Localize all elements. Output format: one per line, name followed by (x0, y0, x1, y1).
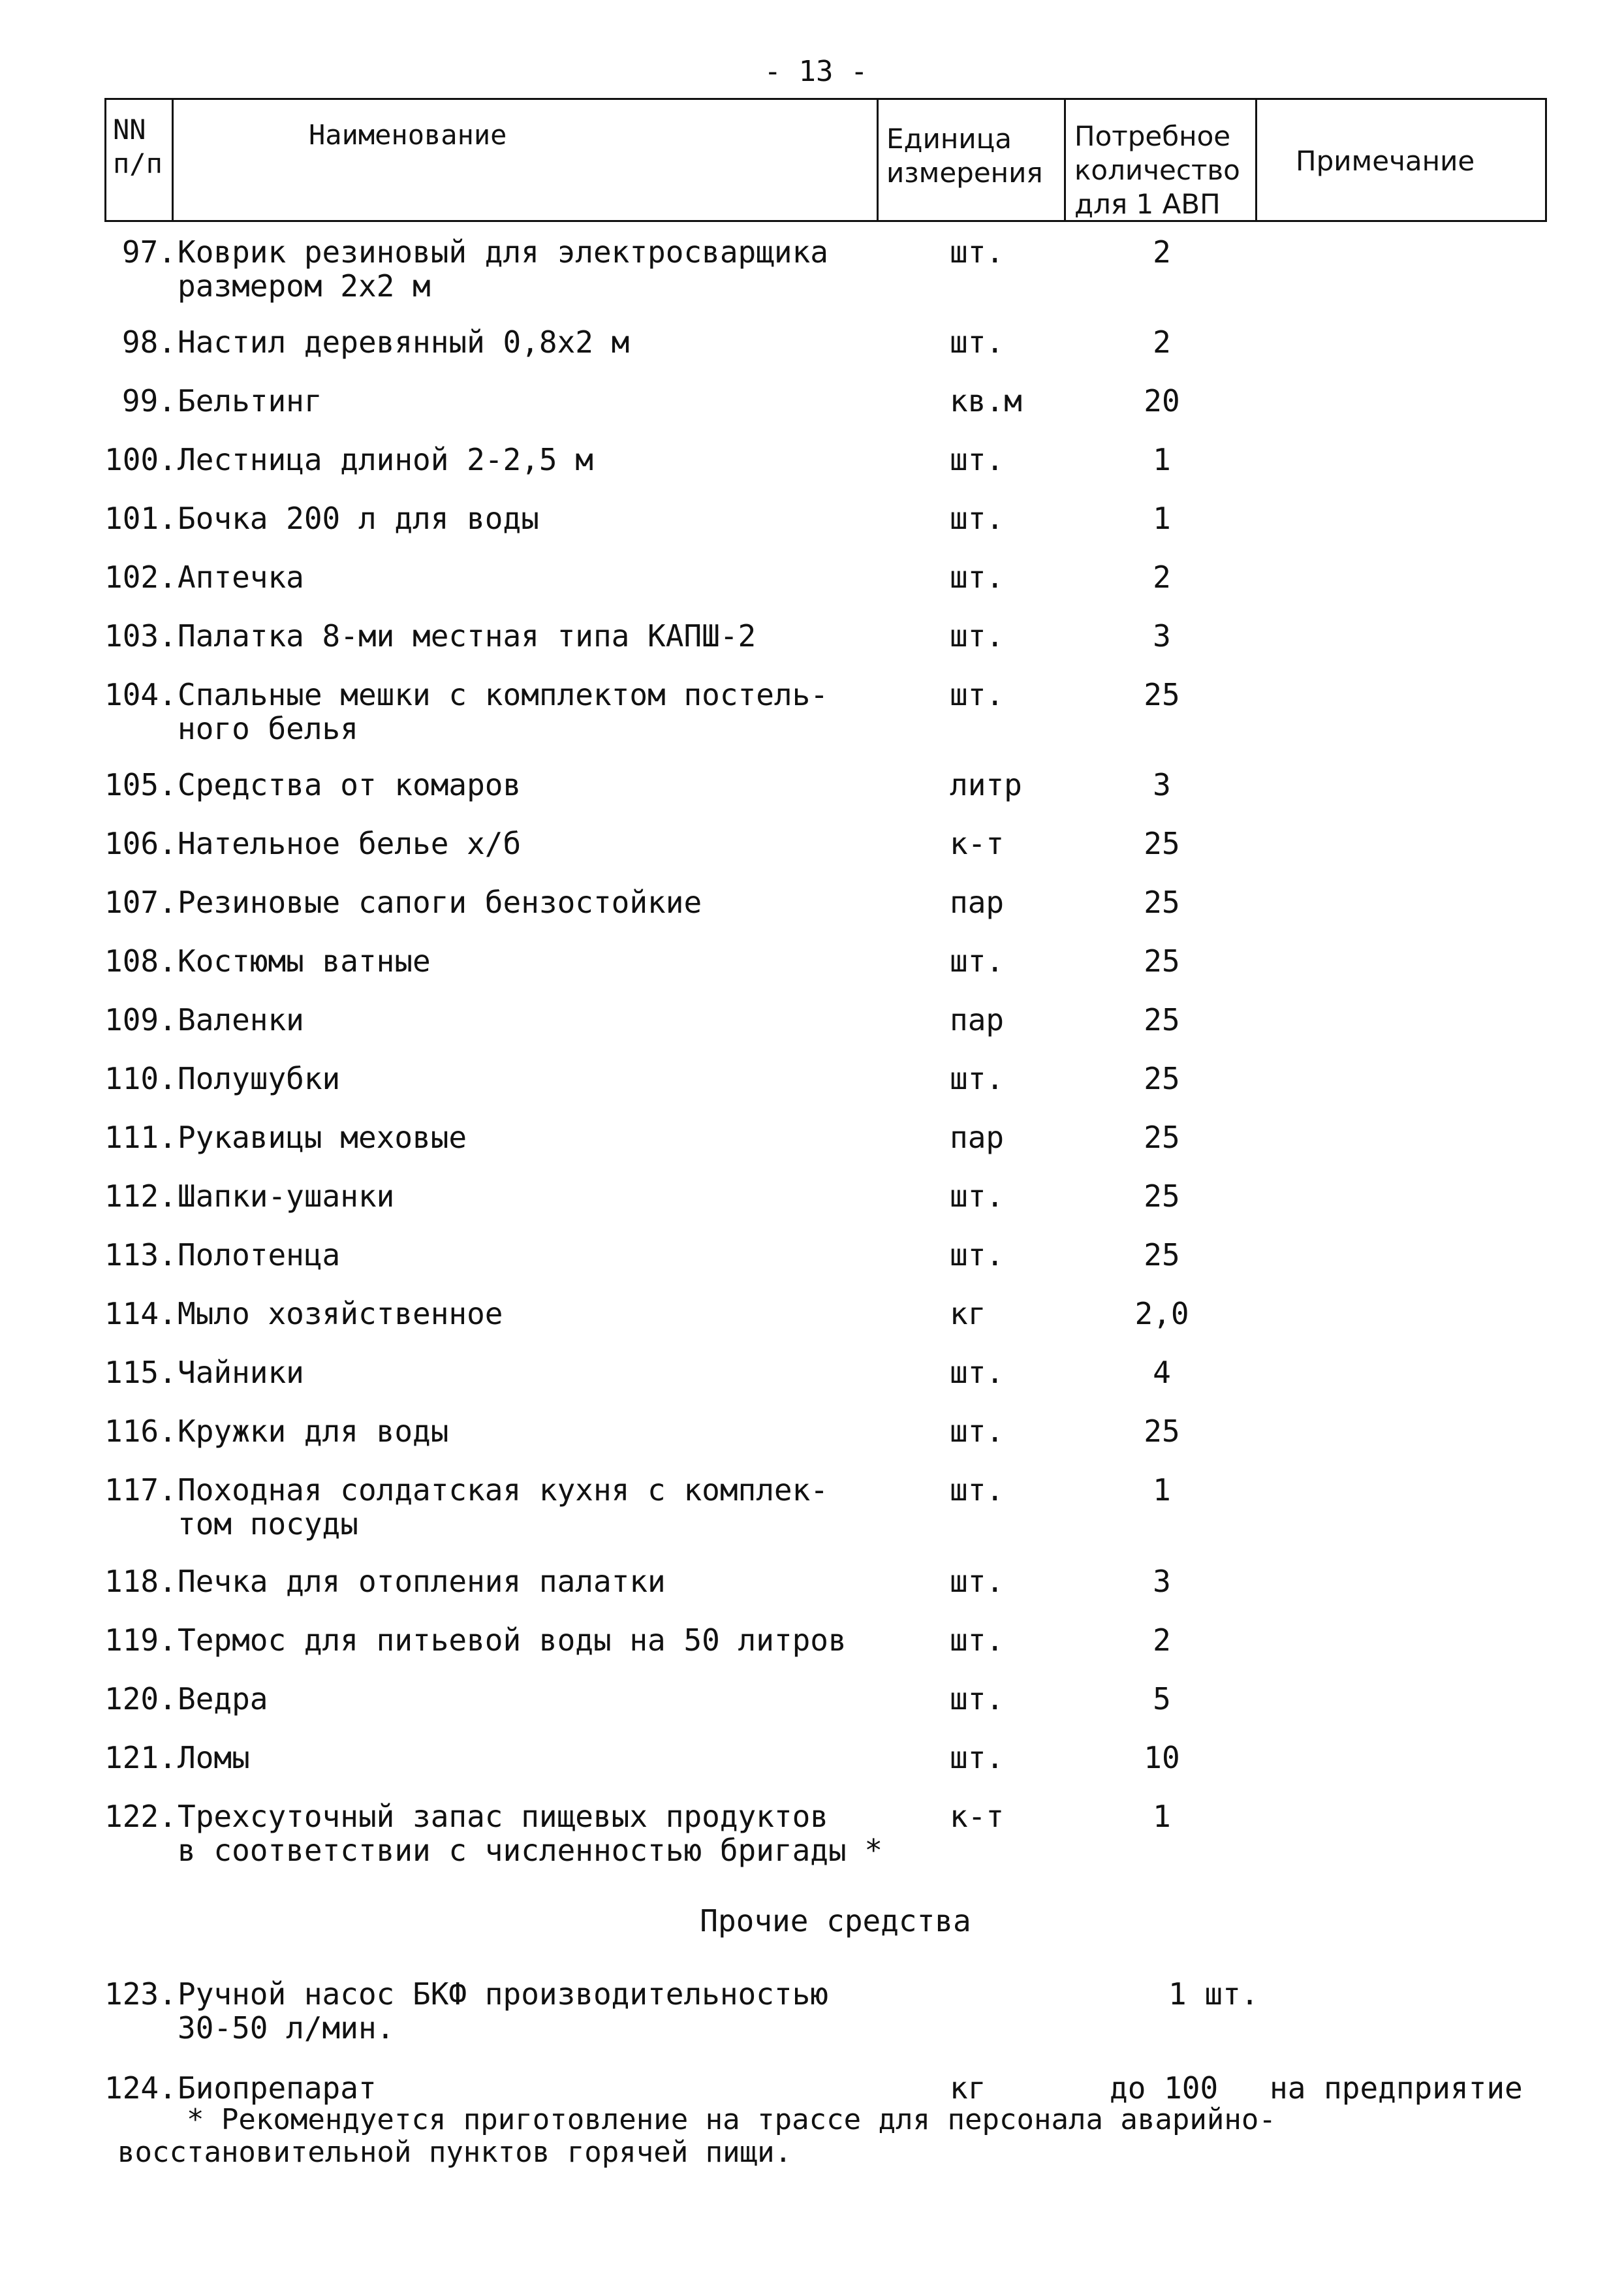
item-name: Рукавицы меховые (178, 1120, 467, 1155)
item-number: 97. (121, 234, 176, 270)
item-unit: шт. (950, 618, 1005, 654)
item-name: Настил деревянный 0,8x2 м (178, 324, 630, 360)
item-unit: пар (950, 885, 1005, 920)
item-unit: шт. (950, 943, 1005, 979)
item-name: Полотенца (178, 1237, 341, 1273)
item-name: Спальные мешки с комплектом постель- ного белья (178, 677, 828, 746)
section-title: Прочие средства (700, 1903, 971, 1938)
item-quantity: 2 (1153, 324, 1171, 360)
item-number: 121. (104, 1740, 177, 1775)
item-number: 102. (104, 560, 177, 595)
item-quantity: 10 (1144, 1740, 1180, 1775)
item-number: 101. (104, 501, 177, 536)
item-unit: шт. (950, 1414, 1005, 1449)
header-divider (877, 100, 879, 220)
item-unit: шт. (950, 442, 1005, 477)
item-number: 111. (104, 1120, 177, 1155)
item-name: Бочка 200 л для воды (178, 501, 539, 536)
item-name: Коврик резиновый для электросварщика размером 2x2 м (178, 234, 847, 304)
item-quantity: 1 шт. (1168, 1976, 1259, 2012)
item-number: 116. (104, 1414, 177, 1449)
header-divider (172, 100, 174, 220)
header-note: Примечание (1296, 145, 1475, 177)
item-number: 119. (104, 1622, 177, 1658)
item-quantity: 25 (1144, 943, 1180, 979)
header-qty: Потребное количество для 1 АВП (1074, 120, 1240, 220)
item-unit: литр (950, 767, 1022, 802)
item-name: Костюмы ватные (178, 943, 431, 979)
item-quantity: 4 (1153, 1355, 1171, 1390)
item-quantity: 25 (1144, 885, 1180, 920)
item-quantity: 2,0 (1134, 1296, 1189, 1331)
item-name: Средства от комаров (178, 767, 522, 802)
item-quantity: 25 (1144, 1178, 1180, 1214)
item-name: Ведра (178, 1681, 268, 1716)
item-note: на предприятие (1270, 2070, 1523, 2106)
item-unit: шт. (950, 677, 1005, 712)
item-number: 106. (104, 826, 177, 861)
item-quantity: до 100 (1110, 2070, 1219, 2106)
item-number: 105. (104, 767, 177, 802)
item-unit: шт. (950, 1237, 1005, 1273)
item-quantity: 2 (1153, 1622, 1171, 1658)
item-unit: шт. (950, 1740, 1005, 1775)
item-number: 108. (104, 943, 177, 979)
item-quantity: 5 (1153, 1681, 1171, 1716)
item-name: Шапки-ушанки (178, 1178, 395, 1214)
item-number: 117. (104, 1472, 177, 1508)
item-name: Чайники (178, 1355, 304, 1390)
header-name: Наименование (309, 119, 507, 151)
item-number: 113. (104, 1237, 177, 1273)
item-name: Аптечка (178, 560, 304, 595)
item-unit: пар (950, 1002, 1005, 1037)
item-number: 123. (104, 1976, 177, 2012)
item-number: 118. (104, 1564, 177, 1599)
item-quantity: 25 (1144, 1120, 1180, 1155)
item-quantity: 25 (1144, 1237, 1180, 1273)
item-quantity: 20 (1144, 383, 1180, 419)
item-unit: к-т (950, 1799, 1005, 1834)
item-name: Мыло хозяйственное (178, 1296, 503, 1331)
item-unit: шт. (950, 1178, 1005, 1214)
item-quantity: 25 (1144, 677, 1180, 712)
item-unit: шт. (950, 1061, 1005, 1096)
item-number: 122. (104, 1799, 177, 1834)
header-divider (1255, 100, 1257, 220)
header-unit: Единица измерения (886, 123, 1043, 189)
item-quantity: 3 (1153, 767, 1171, 802)
item-unit: шт. (950, 501, 1005, 536)
item-number: 114. (104, 1296, 177, 1331)
item-unit: шт. (950, 1564, 1005, 1599)
item-name: Ломы (178, 1740, 250, 1775)
item-number: 115. (104, 1355, 177, 1390)
item-name: Полушубки (178, 1061, 341, 1096)
item-unit: шт. (950, 1355, 1005, 1390)
item-name: Валенки (178, 1002, 304, 1037)
item-name: Трехсуточный запас пищевых продуктов в соответствии с численностью бригады * (178, 1799, 883, 1868)
item-quantity: 1 (1153, 1799, 1171, 1834)
item-number: 109. (104, 1002, 177, 1037)
table-header (104, 98, 1547, 222)
item-quantity: 25 (1144, 1002, 1180, 1037)
item-name: Биопрепарат (178, 2070, 377, 2106)
item-number: 124. (104, 2070, 177, 2106)
item-quantity: 3 (1153, 618, 1171, 654)
item-unit: шт. (950, 560, 1005, 595)
item-name: Кружки для воды (178, 1414, 449, 1449)
item-number: 103. (104, 618, 177, 654)
item-name: Резиновые сапоги бензостойкие (178, 885, 702, 920)
item-quantity: 1 (1153, 1472, 1171, 1508)
item-unit: шт. (950, 1472, 1005, 1508)
item-number: 112. (104, 1178, 177, 1214)
item-unit: шт. (950, 234, 1005, 270)
item-quantity: 3 (1153, 1564, 1171, 1599)
item-unit: шт. (950, 1681, 1005, 1716)
item-unit: кг (950, 1296, 986, 1331)
item-quantity: 25 (1144, 826, 1180, 861)
page-number: - 13 - (764, 55, 868, 88)
item-quantity: 25 (1144, 1414, 1180, 1449)
item-unit: шт. (950, 324, 1005, 360)
item-name: Термос для питьевой воды на 50 литров (178, 1622, 847, 1658)
item-number: 104. (104, 677, 177, 712)
header-num: NN п/п (113, 114, 163, 180)
item-name: Походная солдатская кухня с комплек- том посуды (178, 1472, 828, 1542)
item-unit: пар (950, 1120, 1005, 1155)
item-name: Лестница длиной 2-2,5 м (178, 442, 593, 477)
item-number: 99. (121, 383, 176, 419)
item-quantity: 25 (1144, 1061, 1180, 1096)
item-name: Бельтинг (178, 383, 322, 419)
item-number: 110. (104, 1061, 177, 1096)
item-name: Печка для отопления палатки (178, 1564, 666, 1599)
item-quantity: 2 (1153, 560, 1171, 595)
item-unit: к-т (950, 826, 1005, 861)
item-unit: кв.м (950, 383, 1022, 419)
item-number: 98. (121, 324, 176, 360)
item-quantity: 1 (1153, 501, 1171, 536)
item-number: 100. (104, 442, 177, 477)
item-quantity: 2 (1153, 234, 1171, 270)
item-number: 107. (104, 885, 177, 920)
footnote: * Рекомендуется приготовление на трассе для персонала аварийно- восстановительной пунктов горячей пищи. (117, 2103, 1276, 2169)
item-name: Палатка 8-ми местная типа КАПШ-2 (178, 618, 757, 654)
item-unit: шт. (950, 1622, 1005, 1658)
header-divider (1064, 100, 1066, 220)
item-number: 120. (104, 1681, 177, 1716)
item-name: Ручной насос БКФ производительностью 30-50 л/мин. (178, 1976, 828, 2046)
item-name: Нательное белье х/б (178, 826, 522, 861)
item-unit: кг (950, 2070, 986, 2106)
item-quantity: 1 (1153, 442, 1171, 477)
